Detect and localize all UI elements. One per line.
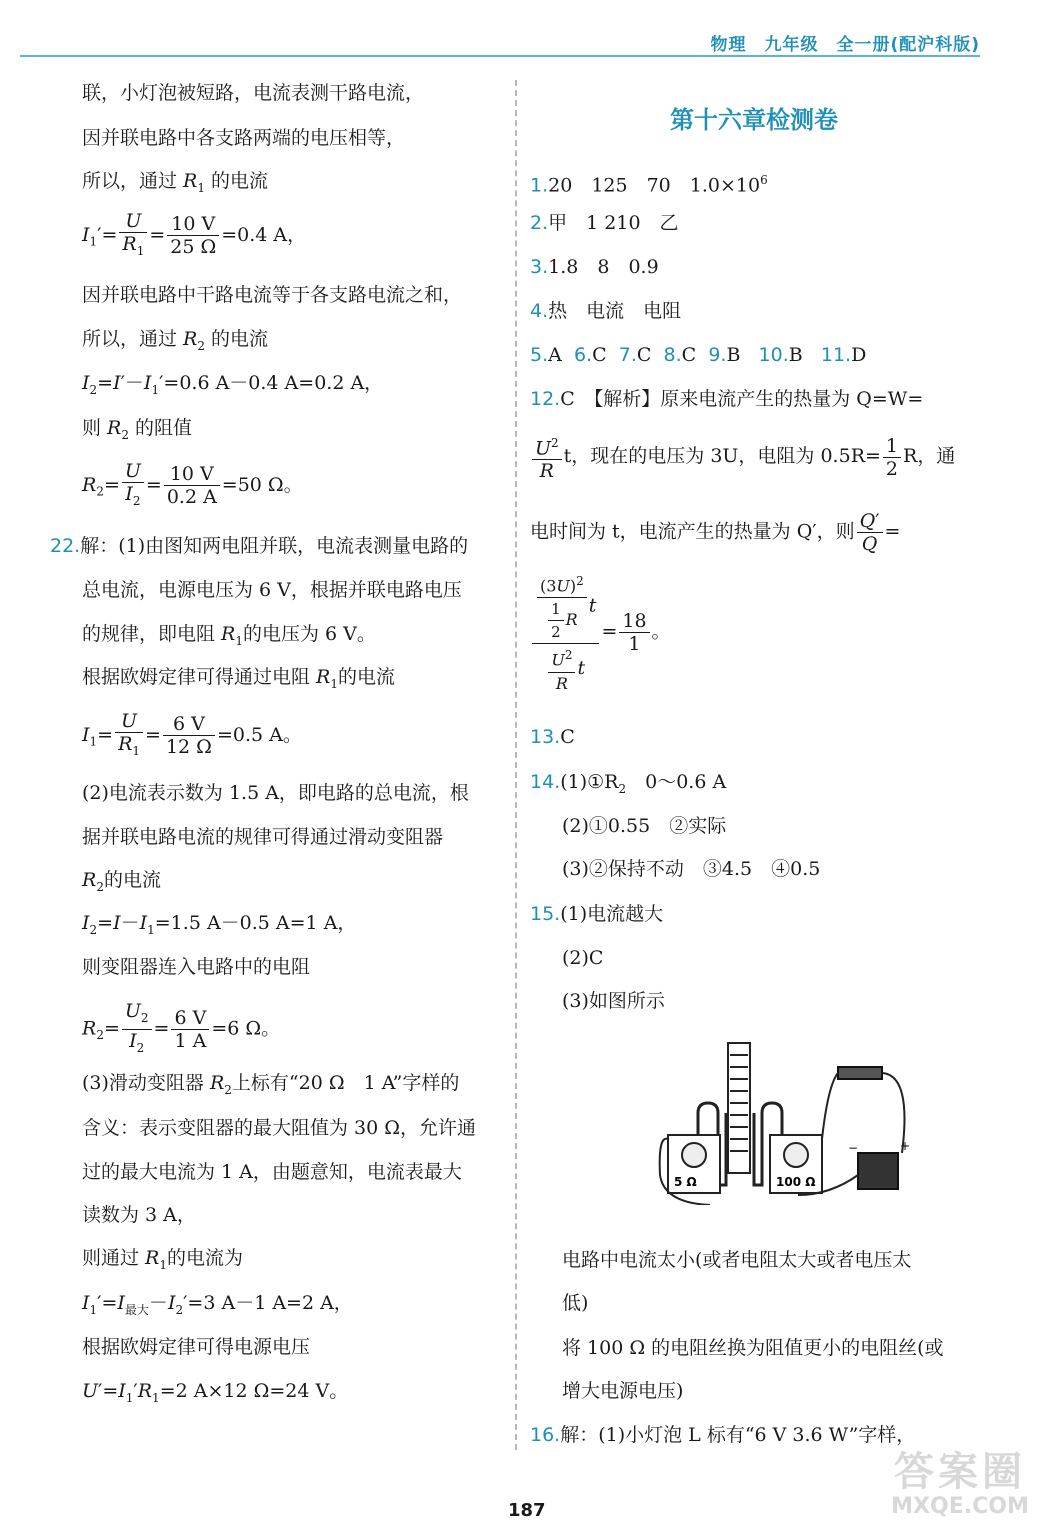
label-100-ohm: 100 Ω (776, 1175, 816, 1189)
text-line: 因并联电路中干路电流等于各支路电流之和， (82, 284, 463, 306)
formula-line: $I_1=$ $\frac{U}{R_1}$ = $\frac{6 V}{12 \Omega}$ =0.5 A。 (82, 710, 302, 759)
answer-15-3: (3)如图所示 (562, 990, 665, 1012)
answer-15-7: 增大电源电压) (562, 1380, 684, 1402)
formula-line: $I_1'=$ $\frac{U}{R_1}$ = $\frac{10 V}{25 \Omega}$ =0.4 A， (82, 210, 307, 259)
question-number: 22. (50, 535, 81, 557)
text-line: 过的最大电流为 1 A，由题意知，电流表最大 (82, 1161, 462, 1183)
answer-14: $14.(1)①R_2$ 0～0.6 A (530, 771, 727, 796)
text-line: (3)滑动变阻器 $R_2$上标有“20 Ω 1 A”字样的 (82, 1072, 460, 1097)
answer-12-formula: $\frac{U^2}{R}$ t，现在的电压为 3U，电阻为 0.5R= $\frac{1}{2}$ R，通 (530, 432, 955, 482)
flask-left (682, 1143, 706, 1167)
answer-1: 1.20 125 70 $1.0\times 10^6$ (530, 173, 768, 197)
watermark-line-1: 答案圈 (894, 1449, 1026, 1495)
text-line: 总电流，电源电压为 6 V，根据并联电路电压 (82, 579, 462, 601)
answer-2: 2.甲 1 210 乙 (530, 212, 679, 234)
column-divider (515, 80, 517, 1450)
formula-line: $I_2=I-I_1=1.5$ A－0.5 A=1 A， (82, 912, 357, 937)
answer-3: 3.1.8 8 0.9 (530, 256, 659, 278)
answer-12: 12.C 【解析】原来电流产生的热量为 Q=W= (530, 388, 924, 410)
battery-plus-icon: + (900, 1139, 911, 1153)
text-line: 据并联电路电流的规律可得通过滑动变阻器 (82, 826, 444, 848)
battery (858, 1153, 898, 1189)
formula-line: $R_2=$ $\frac{U_2}{I_2}$ = $\frac{6 V}{1 A}$ =6 Ω。 (82, 1000, 281, 1055)
answer-16: 16.解：(1)小灯泡 L 标有“6 V 3.6 W”字样， (530, 1424, 916, 1446)
text-line: 因并联电路中各支路两端的电压相等， (82, 127, 406, 149)
header-title: 物理 九年级 全一册(配沪科版) (710, 35, 980, 55)
header-rule (20, 55, 980, 57)
text-line: 则变阻器连入电路中的电阻 (82, 956, 311, 978)
text-line: (2)电流表示数为 1.5 A，即电路的总电流，根 (82, 782, 469, 804)
question-22-line: 22.解：(1)由图知两电阻并联，电流表测量电路的 (50, 535, 469, 557)
answer-13: 13.C (530, 726, 575, 748)
text-line: 含义：表示变阻器的最大阻值为 30 Ω，允许通 (82, 1117, 477, 1139)
formula-line: $I_2=I'-I_1'=0.6$ A－0.4 A=0.2 A， (82, 372, 384, 397)
battery-minus-icon: − (848, 1141, 859, 1155)
answer-14-2: (2)①0.55 ②实际 (562, 815, 727, 837)
text-line: 联，小灯泡被短路，电流表测干路电流， (82, 82, 425, 104)
text-line: 则通过 $R_1$的电流为 (82, 1247, 244, 1272)
answer-15-4: 电路中电流太小(或者电阻太大或者电压太 (562, 1249, 912, 1271)
label-5-ohm: 5 Ω (674, 1175, 697, 1189)
answer-12-complex-fraction: $(3U)^2$ $\frac{1}{2}$ R t $\frac{U^2}{R}$ t = $\frac{18}{1}$ 。 (530, 570, 671, 695)
watermark-line-2: MXQE.COM (891, 1494, 1029, 1519)
text-line: 则 $R_2$ 的阻值 (82, 417, 193, 442)
text-line: 根据欧姆定律可得电源电压 (82, 1336, 311, 1358)
text-line: $R_2$的电流 (82, 869, 161, 894)
wire (822, 1073, 838, 1139)
answer-15-2: (2)C (562, 947, 604, 969)
watermark-logo (880, 1450, 1040, 1530)
answer-15: 15.(1)电流越大 (530, 903, 664, 925)
circuit-figure (630, 1035, 920, 1205)
formula-line: $U'=I_1'R_1=2$ A×12 Ω=24 V。 (82, 1380, 349, 1405)
chapter-title: 第十六章检测卷 (670, 106, 838, 134)
ruler-scale (728, 1043, 750, 1173)
answer-4: 4.热 电流 电阻 (530, 300, 682, 322)
text-line: 读数为 3 A， (82, 1204, 196, 1226)
formula-line: $R_2=$ $\frac{U}{I_2}$ = $\frac{10 V}{0.2 A}$ =50 Ω。 (82, 460, 303, 509)
page-header (0, 0, 1052, 60)
formula-line: $I_1'=I_{最大}-I_2'=3$ A－1 A=2 A， (82, 1292, 353, 1317)
answer-5-11: 5.A 6.C 7.C 8.C 9.B 10.B 11.D (530, 344, 867, 366)
text-line: 根据欧姆定律可得通过电阻 $R_1$的电流 (82, 666, 396, 691)
flask-right (784, 1143, 808, 1167)
answer-15-5: 低) (562, 1292, 589, 1314)
text-line: 所以，通过 $R_2$ 的电流 (82, 328, 269, 353)
switch (838, 1067, 882, 1079)
text-line: 的规律，即电阻 $R_1$的电压为 6 V。 (82, 623, 376, 648)
answer-14-3: (3)②保持不动 ③4.5 ④0.5 (562, 858, 821, 880)
answer-15-6: 将 100 Ω 的电阻丝换为阻值更小的电阻丝(或 (562, 1337, 944, 1359)
page-number: 187 (508, 1500, 546, 1521)
text-line: 所以，通过 $R_1$ 的电流 (82, 170, 269, 195)
answer-12-line3: 电时间为 t，电流产生的热量为 Q′，则 $\frac{Q'}{Q}$ = (530, 510, 901, 555)
